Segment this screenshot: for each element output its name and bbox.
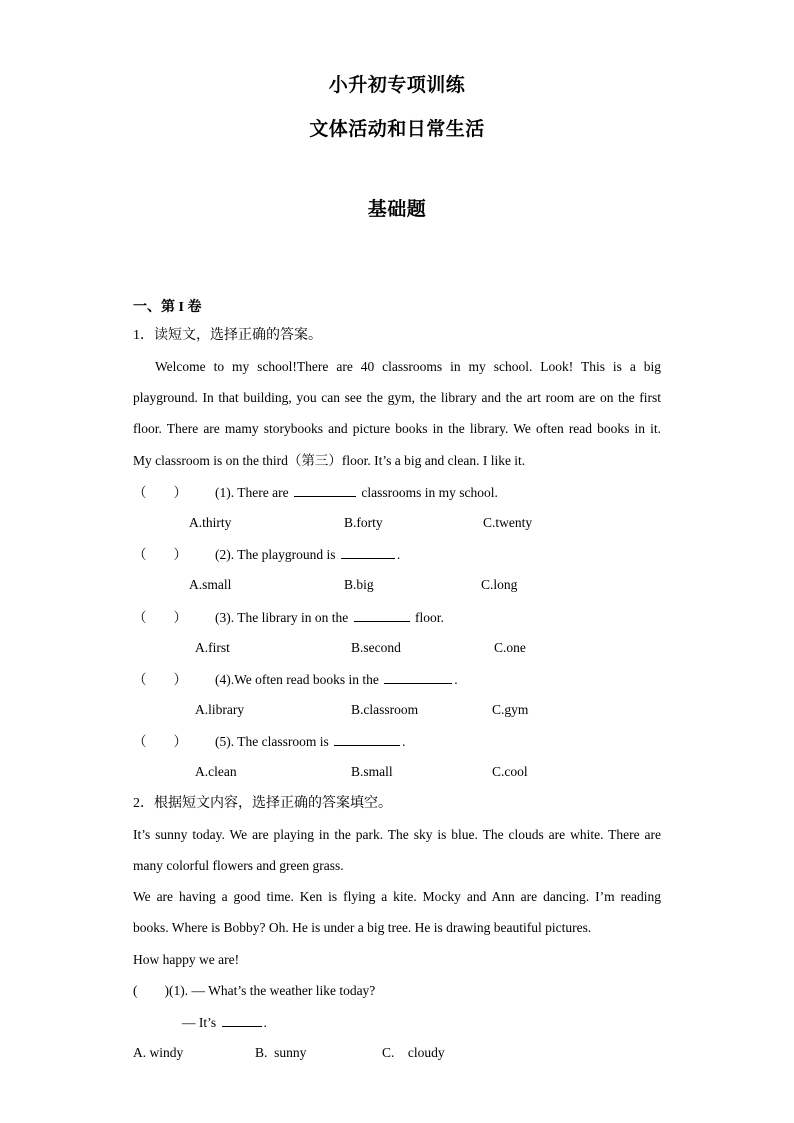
option-c[interactable]: C.twenty: [483, 515, 533, 530]
option-a[interactable]: A. windy: [133, 1045, 184, 1060]
fill-blank[interactable]: [334, 731, 400, 746]
option-a[interactable]: A.thirty: [189, 515, 232, 530]
question-item: [133, 482, 661, 503]
option-a[interactable]: A.clean: [195, 764, 237, 779]
item-stem: (1). There are: [215, 485, 289, 500]
option-b[interactable]: B.big: [344, 577, 374, 592]
item-stem-end: .: [454, 672, 458, 687]
option-b[interactable]: B.classroom: [351, 702, 419, 717]
question-1-prompt: 1．读短文，选择正确的答案。: [133, 328, 322, 343]
option-b[interactable]: B.second: [351, 640, 401, 655]
answer-paren[interactable]: （ ）: [133, 734, 187, 749]
page-title-topic: 文体活动和日常生活: [309, 119, 485, 140]
option-c[interactable]: C. cloudy: [382, 1045, 445, 1060]
passage-2-line: many colorful flowers and green grass.: [133, 858, 344, 873]
option-a[interactable]: A.first: [195, 640, 230, 655]
fill-blank[interactable]: [384, 669, 452, 684]
passage-2-line: We are having a good time. Ken is flying a kite. Mocky and Ann are dancing. I’m reading: [133, 889, 661, 904]
option-b[interactable]: B.small: [351, 764, 393, 779]
option-c[interactable]: C.gym: [492, 702, 529, 717]
passage-1-line: playground. In that building, you can see the gym, the library and the art room are on the first: [133, 390, 661, 405]
question-item: [133, 981, 661, 1001]
option-c[interactable]: C.one: [494, 640, 526, 655]
passage-2-line: books. Where is Bobby? Oh. He is under a big tree. He is drawing beautiful pictures.: [133, 920, 592, 935]
passage-2-line: It’s sunny today. We are playing in the park. The sky is blue. The clouds are white. There are: [133, 827, 661, 842]
option-c[interactable]: C.cool: [492, 764, 528, 779]
item-stem-end: .: [402, 734, 406, 749]
question-2-prompt: 2．根据短文内容，选择正确的答案填空。: [133, 796, 392, 811]
item-stem-end: floor.: [414, 610, 444, 625]
passage-1-line: My classroom is on the third（第三）floor. It’s a big and clean. I like it.: [133, 453, 526, 468]
fill-blank[interactable]: [354, 607, 410, 622]
item-stem: (5). The classroom is: [215, 734, 329, 749]
option-b[interactable]: B. sunny: [255, 1045, 307, 1060]
passage-1-line: Welcome to my school!There are 40 classrooms in my school. Look! This is a big: [155, 359, 661, 374]
item-stem: (2). The playground is: [215, 547, 336, 562]
option-a[interactable]: A.library: [195, 702, 245, 717]
question-item: [133, 544, 661, 565]
answer-suffix: .: [263, 1015, 267, 1030]
difficulty-heading: 基础题: [367, 199, 427, 220]
fill-blank[interactable]: [222, 1012, 262, 1027]
question-item: [133, 607, 661, 628]
answer-paren[interactable]: ( ): [133, 983, 169, 998]
answer-prefix: — It’s: [182, 1015, 217, 1030]
passage-1-line: floor. There are mamy storybooks and picture books in the library. We often read books in it.: [133, 421, 661, 436]
item-stem: (1). — What’s the weather like today?: [169, 983, 376, 998]
option-c[interactable]: C.long: [481, 577, 518, 592]
item-stem: (3). The library in on the: [215, 610, 349, 625]
section-label: 一、第 I 卷: [133, 300, 202, 315]
fill-blank[interactable]: [294, 482, 356, 497]
answer-paren[interactable]: （ ）: [133, 547, 187, 562]
passage-2-line: How happy we are!: [133, 952, 240, 967]
page-title: 小升初专项训练: [328, 75, 466, 96]
answer-paren[interactable]: （ ）: [133, 672, 187, 687]
answer-paren[interactable]: （ ）: [133, 610, 187, 625]
option-b[interactable]: B.forty: [344, 515, 383, 530]
item-stem: (4).We often read books in the: [215, 672, 379, 687]
answer-line: [182, 1012, 267, 1033]
option-a[interactable]: A.small: [189, 577, 232, 592]
item-stem-end: .: [396, 547, 401, 562]
question-item: [133, 731, 661, 752]
answer-paren[interactable]: （ ）: [133, 485, 187, 500]
item-stem-end: classrooms in my school.: [361, 485, 498, 500]
question-item: [133, 669, 661, 690]
fill-blank[interactable]: [341, 544, 395, 559]
